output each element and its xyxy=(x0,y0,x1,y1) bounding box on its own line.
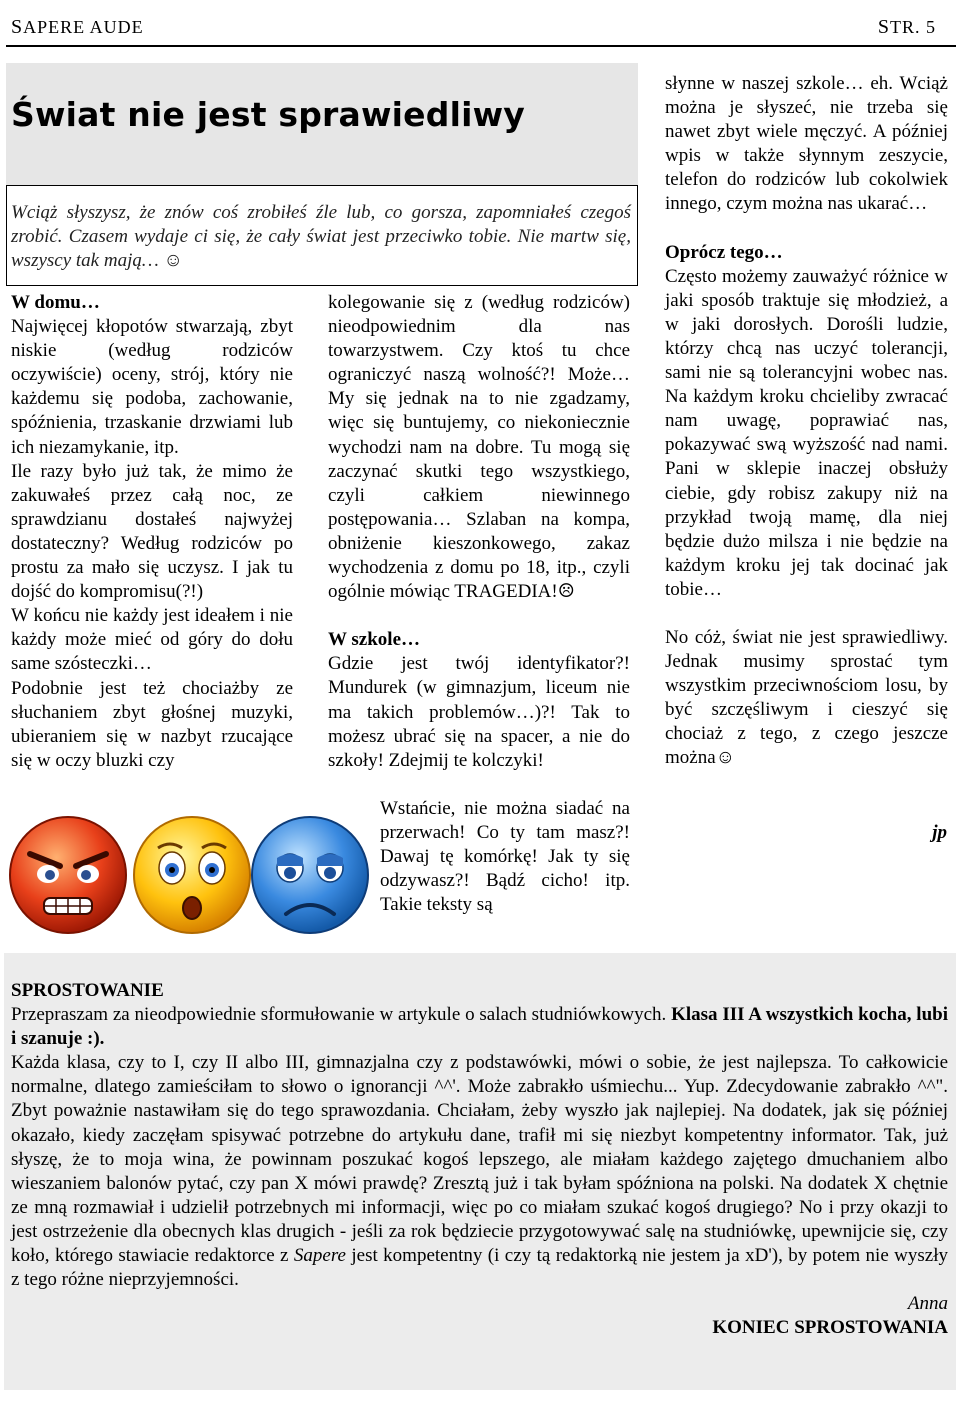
paragraph: Często możemy zauważyć różnice w jaki sposób traktuje się młodzież, a w jaki dorosłych. Dorośli ludzie, którzy chcą nas uczyć tolerancji, sami nie są tolerancyjni wobec nas. Na każdym kroku chcieliby zwracać nam uwagę, poprawiać nas, pokazywać swą wyższość nad nami. Pani w sklepie inaczej obsłuży ciebie, gdy robisz zakupy niż na przykład twoją mamę, dla niej będzie dużo milsza i nie będzie na każdym kroku jej tak docinać jak tobie… xyxy=(665,265,948,600)
paragraph: Gdzie jest twój identyfikator?! Mundurek (w gimnazjum, liceum nie ma takich problemów…)?! Tak to możesz ubrać się na spacer, a nie do szkoły! Zdejmij te kolczyki! xyxy=(328,653,630,771)
section-heading-home: W domu… xyxy=(11,292,100,313)
section-heading-besides: Oprócz tego… xyxy=(665,241,783,263)
correction-signature: Anna xyxy=(907,1293,948,1315)
correction-heading: SPROSTOWANIE xyxy=(11,980,164,1001)
emphasis: Klasa III A wszystkich kocha, lubi i szanuje :). xyxy=(11,1004,948,1050)
column-2 xyxy=(328,291,630,773)
paragraph: Wstańcie, nie można siadać na przerwach! Co ty tam masz?! Dawaj tę komórkę! Jak ty się odzywasz?! Bądź cicho! itp. Takie teksty są xyxy=(380,798,630,916)
sad-smiley-icon xyxy=(252,817,368,933)
running-header-title: SAPERE AUDE xyxy=(11,16,144,38)
spacer xyxy=(665,602,948,626)
section-heading-school: W szkole… xyxy=(328,629,421,651)
magazine-name: Sapere xyxy=(293,1245,346,1267)
article-lead: Wciąż słyszysz, że znów coś zrobiłeś źle lub, co gorsza, zapomniałeś czegoś zrobić. Czasem wydaje ci się, że cały świat jest przeciwko tobie. Nie martw się, wszyscy tak mają… ☺ xyxy=(11,202,631,271)
surprised-smiley-icon xyxy=(134,817,250,933)
correction-end: KONIEC SPROSTOWANIA xyxy=(712,1317,948,1339)
smileys-illustration xyxy=(8,810,370,940)
column-2-continued xyxy=(380,797,630,917)
paragraph: W końcu nie każdy jest ideałem i nie każdy może mieć od góry do dołu same szósteczki… xyxy=(11,605,293,675)
spacer xyxy=(665,217,948,241)
paragraph: No cóż, świat nie jest sprawiedliwy. Jednak musimy sprostać tym wszystkim przeciwnościom losu, by być szczęśliwym i cieszyć się chociaż z tego, z czego jeszcze można☺ xyxy=(665,626,948,769)
correction-notice xyxy=(11,979,948,1340)
paragraph: Najwięcej kłopotów stwarzają, zbyt niskie (według rodziców oczywiście) oceny, strój, który nie każdemu się podoba, zachowanie, spóźnienia, trzaskanie drzwiami lub ich niezamykanie, itp. xyxy=(11,316,293,458)
angry-smiley-icon xyxy=(10,817,126,933)
column-1 xyxy=(11,291,293,773)
paragraph: Każda klasa, czy to I, czy II albo III, gimnazjalna czy z podstawówki, mówi o sobie, że jest najlepsza. To całkowicie normalne, dlatego zamieściłam to słowo o ignorancji ^^'. Może zabrakło uśmiechu... Yup. Zdecydowanie zabrakło ^^". Zbyt poważnie nastawiłam się do tego sprawozdania. Chciałam, żeby wyszło jak najlepiej. Na dodatek, jak się później okazało, kiedy zaczęłam spisywać potrzebne do artykułu dane, trafił mi się niezbyt kompetentny informator. Tak, już słyszę, że to moja wina, że powinnam poszukać kogoś lepszego, ale miałam każdego zajętego dmuchaniem albo wieszaniem balonów pytać, czy pan X mówi prawdę? Zresztą już i tak byłam spóźniona na polski. Na dodatek X chętnie ze mną rozmawiał i udzielił potrzebnych mi informacji, więc po co miałam szukać kogoś drugiego? No i przy okazji to jest ostrzeżenie dla obecnych klas drugich - jeśli za rok będziecie przygotowywać salę na studniówkę, upewnijcie się, czy koło, którego stawiacie redaktorce z Sapere jest kompetentny (i czy tą redaktorką nie jestem ja xD'), by potem nie wyszły z tego różne nieprzyjemności. xyxy=(11,1052,948,1291)
page-number: STR. 5 xyxy=(877,16,936,38)
spacer xyxy=(328,604,630,628)
paragraph: Podobnie jest też chociażby ze słuchaniem zbyt głośnej muzyki, ubieraniem się w nazbyt rzucające się w oczy bluzki czy xyxy=(11,677,293,771)
paragraph: słynne w naszej szkole… eh. Wciąż można je słyszeć, nie trzeba się nawet zbyt wiele męczyć. A później wpis w także słynnym zeszycie, telefon do rodziców lub cokolwiek innego, czym można nas ukarać… xyxy=(665,73,948,215)
paragraph: Ile razy było już tak, że mimo że zakuwałeś przez całą noc, ze sprawdzianu dostałeś najwyżej dostateczny? Według rodziców po prostu za mało się uczysz. I jak tu dojść do kompromisu(?!) xyxy=(11,460,293,603)
header-rule xyxy=(6,45,956,47)
column-3 xyxy=(665,72,948,771)
author-signature: jp xyxy=(932,822,947,843)
paragraph: kolegowanie się z (według rodziców) nieodpowiednim dla nas towarzystwem. Czy ktoś tu chce ograniczyć naszą wolność?! Może… My się jednak na to nie zgadzamy, więc się buntujemy, co niekoniecznie wychodzi nam na dobre. Tu mogą się zaczynać skutki tego wszystkiego, czyli całkiem niewinnego postępowania… Szlaban na kompa, obniżenie kieszonkowego, zakaz wychodzenia z domu po 18, itp., czyli ogólnie mówiąc TRAGEDIA!☹ xyxy=(328,292,630,603)
article-title: Świat nie jest sprawiedliwy xyxy=(11,95,525,134)
paragraph: Przepraszam za nieodpowiednie sformułowanie w artykule o salach studniówkowych. Klasa III A wszystkich kocha, lubi i szanuje :). xyxy=(11,1004,948,1050)
